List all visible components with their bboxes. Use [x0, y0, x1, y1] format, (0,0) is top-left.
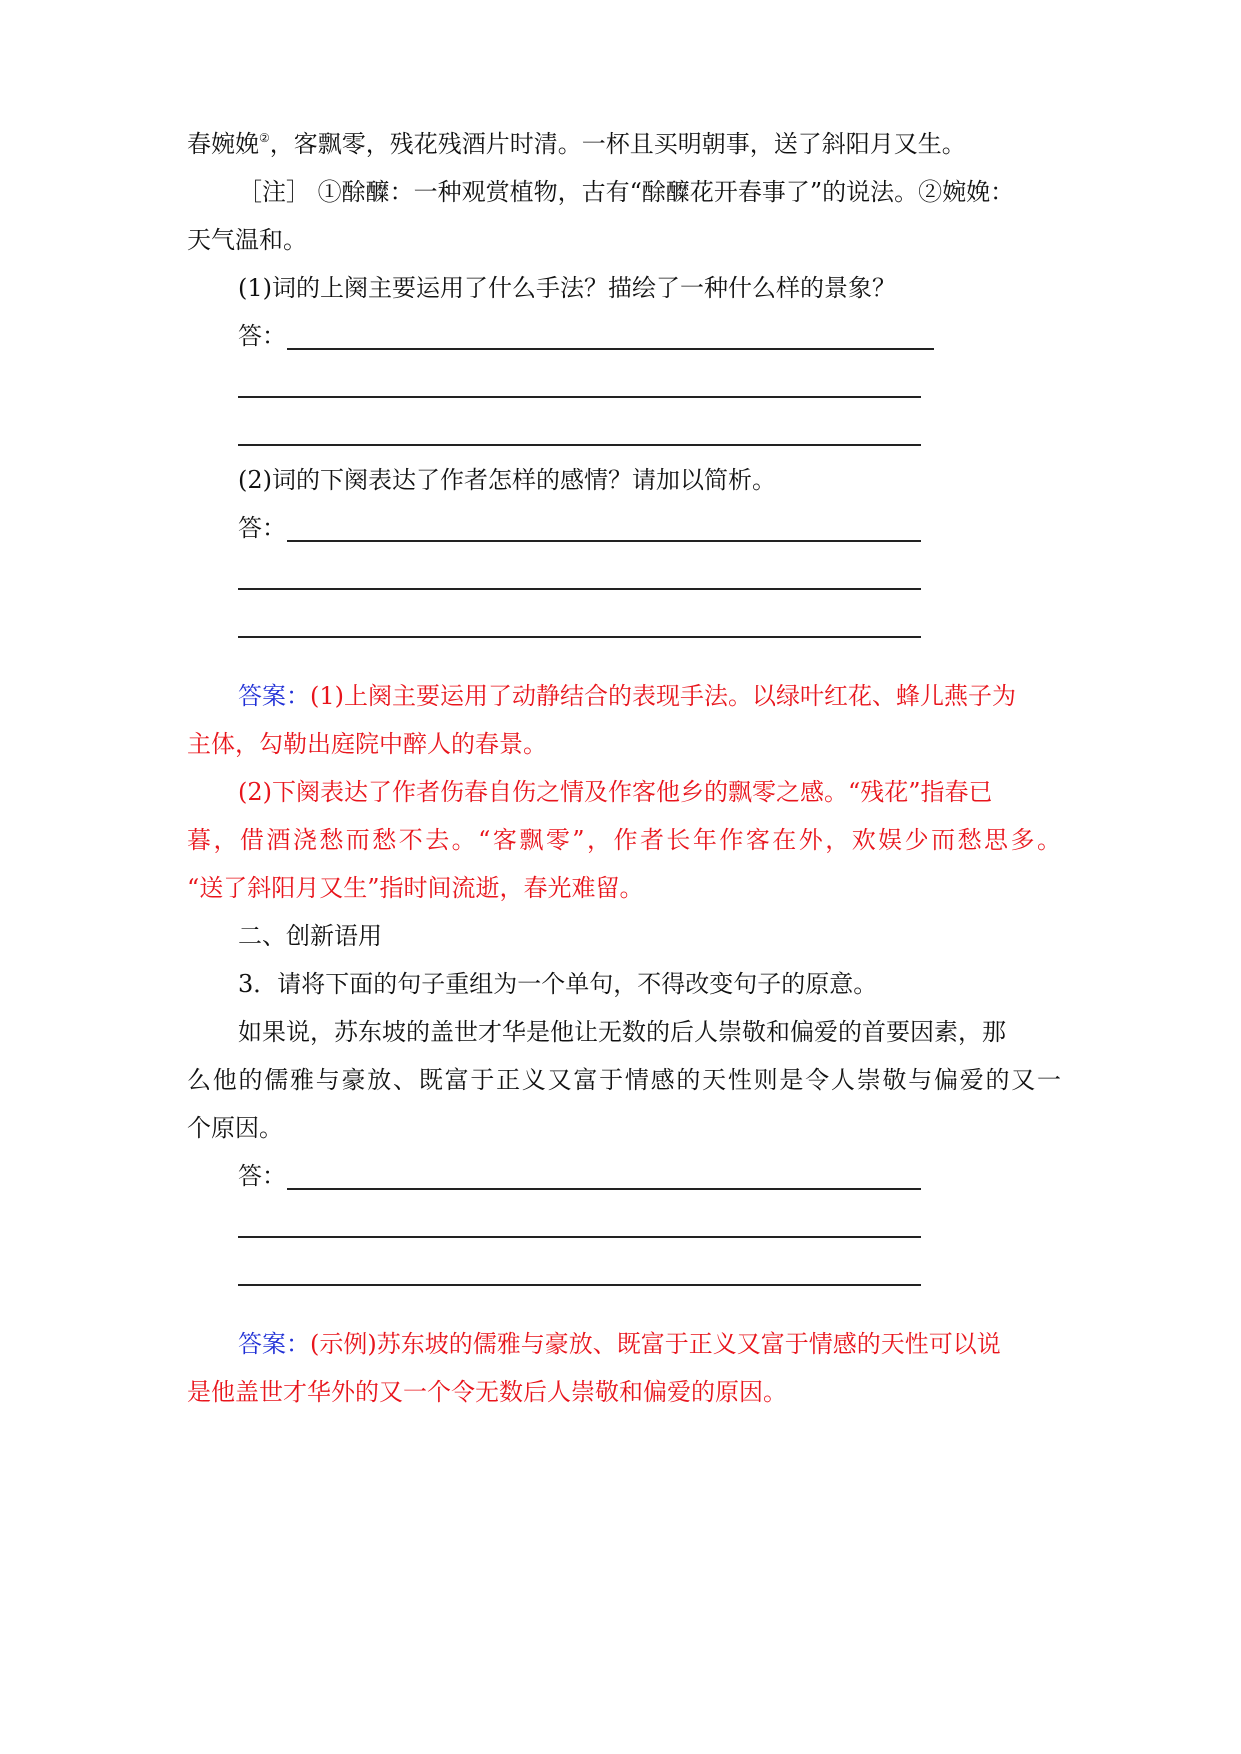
section-heading: 二、创新语用	[238, 922, 382, 950]
answer-1-line-2: 主体，勾勒出庭院中醉人的春景。	[187, 730, 547, 758]
answer-text: (1)上阕主要运用了动静结合的表现手法。以绿叶红花、蜂儿燕子为	[310, 682, 1016, 710]
question-1-prompt: (1)词的上阕主要运用了什么手法？描绘了一种什么样的景象？	[238, 274, 896, 302]
answer-blank-line[interactable]	[238, 588, 921, 590]
answer-text: (示例)苏东坡的儒雅与豪放、既富于正义又富于情感的天性可以说	[310, 1330, 1001, 1358]
answer-2-line-2: 暮，借酒浇愁而愁不去。“客飘零”，作者长年作客在外，欢娱少而愁思多。	[187, 826, 1061, 854]
answer-blank-line[interactable]	[238, 636, 921, 638]
answer-blank-line[interactable]	[287, 1188, 921, 1190]
note-line-2: 天气温和。	[187, 226, 307, 254]
question-3-prompt: 3．请将下面的句子重组为一个单句，不得改变句子的原意。	[238, 970, 878, 998]
question-3-answer-label: 答：	[238, 1162, 286, 1190]
note-line-1: ［注］ ①酴醾：一种观赏植物，古有“酴醾花开春事了”的说法。②婉娩：	[238, 178, 1015, 206]
answer-3-line-2: 是他盖世才华外的又一个令无数后人崇敬和偏爱的原因。	[187, 1378, 787, 1406]
question-2-answer-label: 答：	[238, 514, 286, 542]
poem-text-a: 春婉娩	[187, 130, 259, 158]
answer-blank-line[interactable]	[287, 348, 934, 350]
question-3-text-line-3: 个原因。	[187, 1114, 283, 1142]
answer-blank-line[interactable]	[238, 444, 921, 446]
answer-2-line-3: “送了斜阳月又生”指时间流逝，春光难留。	[187, 874, 644, 902]
note-mark: ②	[259, 131, 270, 145]
poem-line	[187, 128, 966, 160]
answer-label: 答案：	[238, 1330, 310, 1358]
answer-2-line-1: (2)下阕表达了作者伤春自伤之情及作客他乡的飘零之感。“残花”指春已	[238, 778, 993, 806]
answer-blank-line[interactable]	[238, 1284, 921, 1286]
question-1-answer-label: 答：	[238, 322, 286, 350]
poem-text-b: ，客飘零，残花残酒片时清。一杯且买明朝事，送了斜阳月又生。	[269, 130, 966, 158]
answer-blank-line[interactable]	[238, 396, 921, 398]
question-3-text-line-1: 如果说，苏东坡的盖世才华是他让无数的后人崇敬和偏爱的首要因素，那	[238, 1018, 1006, 1046]
answer-blank-line[interactable]	[238, 1236, 921, 1238]
question-3-text-line-2: 么他的儒雅与豪放、既富于正义又富于情感的天性则是令人崇敬与偏爱的又一	[187, 1066, 1061, 1094]
answer-1-line-1	[238, 680, 1016, 712]
answer-label: 答案：	[238, 682, 310, 710]
answer-3-line-1	[238, 1328, 1001, 1360]
question-2-prompt: (2)词的下阕表达了作者怎样的感情？请加以简析。	[238, 466, 776, 494]
answer-blank-line[interactable]	[287, 540, 921, 542]
